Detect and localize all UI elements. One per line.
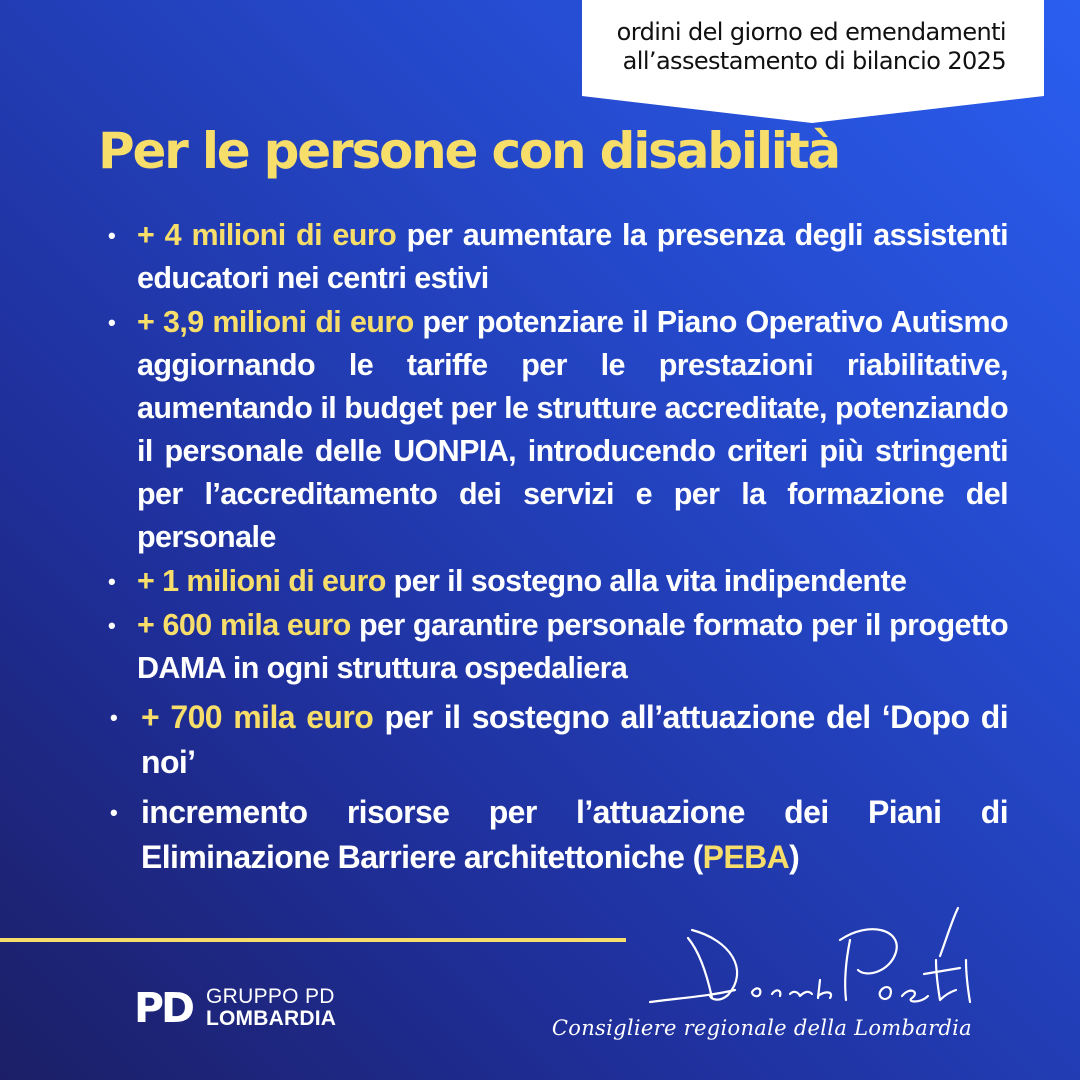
page-title: Per le persone con disabilità: [98, 122, 839, 180]
item-acronym: PEBA: [702, 839, 790, 875]
list-item: [108, 214, 1008, 300]
party-logo: [134, 984, 364, 1034]
item-amount: + 1 milioni di euro: [137, 564, 386, 598]
list-item: [108, 560, 1008, 603]
item-closing: ): [789, 839, 800, 875]
list-item: [108, 790, 1008, 880]
banner-text: [617, 18, 1006, 76]
item-amount: + 3,9 milioni di euro: [137, 305, 414, 339]
list-item: [108, 604, 1008, 690]
item-description: per il sostegno alla vita indipendente: [385, 564, 907, 598]
logo-group-label: GRUPPO PD: [206, 985, 335, 1008]
handwritten-signature: [640, 900, 980, 1020]
bullet-icon: •: [108, 613, 116, 638]
header-banner: [582, 0, 1044, 123]
bullet-icon: •: [110, 800, 118, 825]
bullet-icon: •: [110, 705, 118, 730]
item-description: per aumentare la presenza degli assistenti educatori nei centri estivi: [137, 218, 1008, 295]
banner-line-1: ordini del giorno ed emendamenti: [616, 18, 1006, 46]
item-description: per il sostegno all’attuazione del ‘Dopo di noi’: [141, 699, 1008, 780]
list-item: [108, 301, 1008, 559]
item-description: per potenziare il Piano Operativo Autismo aggiornando le tariffe per le prestazioni riabilitative, aumentando il budget per le strutture accreditate, potenziando il personale delle UONPIA, introducendo criteri più stringenti per l’accreditamento dei servizi e per la formazione del personale: [137, 305, 1008, 554]
list-item: [108, 695, 1008, 785]
pd-logo-mark: PD: [134, 984, 193, 1032]
item-amount: + 600 mila euro: [137, 608, 351, 642]
item-amount: + 4 milioni di euro: [137, 218, 397, 252]
bullet-icon: •: [108, 310, 116, 335]
bullet-icon: •: [108, 569, 116, 594]
item-description: incremento risorse per l’attuazione dei Piani di Eliminazione Barriere architettoniche (: [141, 794, 1008, 875]
accent-divider: [0, 938, 626, 942]
logo-region-label: LOMBARDIA: [206, 1007, 337, 1030]
item-description: per garantire personale formato per il progetto DAMA in ogni struttura ospedaliera: [137, 608, 1008, 685]
banner-line-2: all’assestamento di bilancio 2025: [622, 47, 1006, 75]
funding-list: [108, 214, 1008, 881]
signatory-role: Consigliere regionale della Lombardia: [551, 1016, 972, 1040]
item-amount: + 700 mila euro: [141, 699, 374, 735]
bullet-icon: •: [108, 223, 116, 248]
